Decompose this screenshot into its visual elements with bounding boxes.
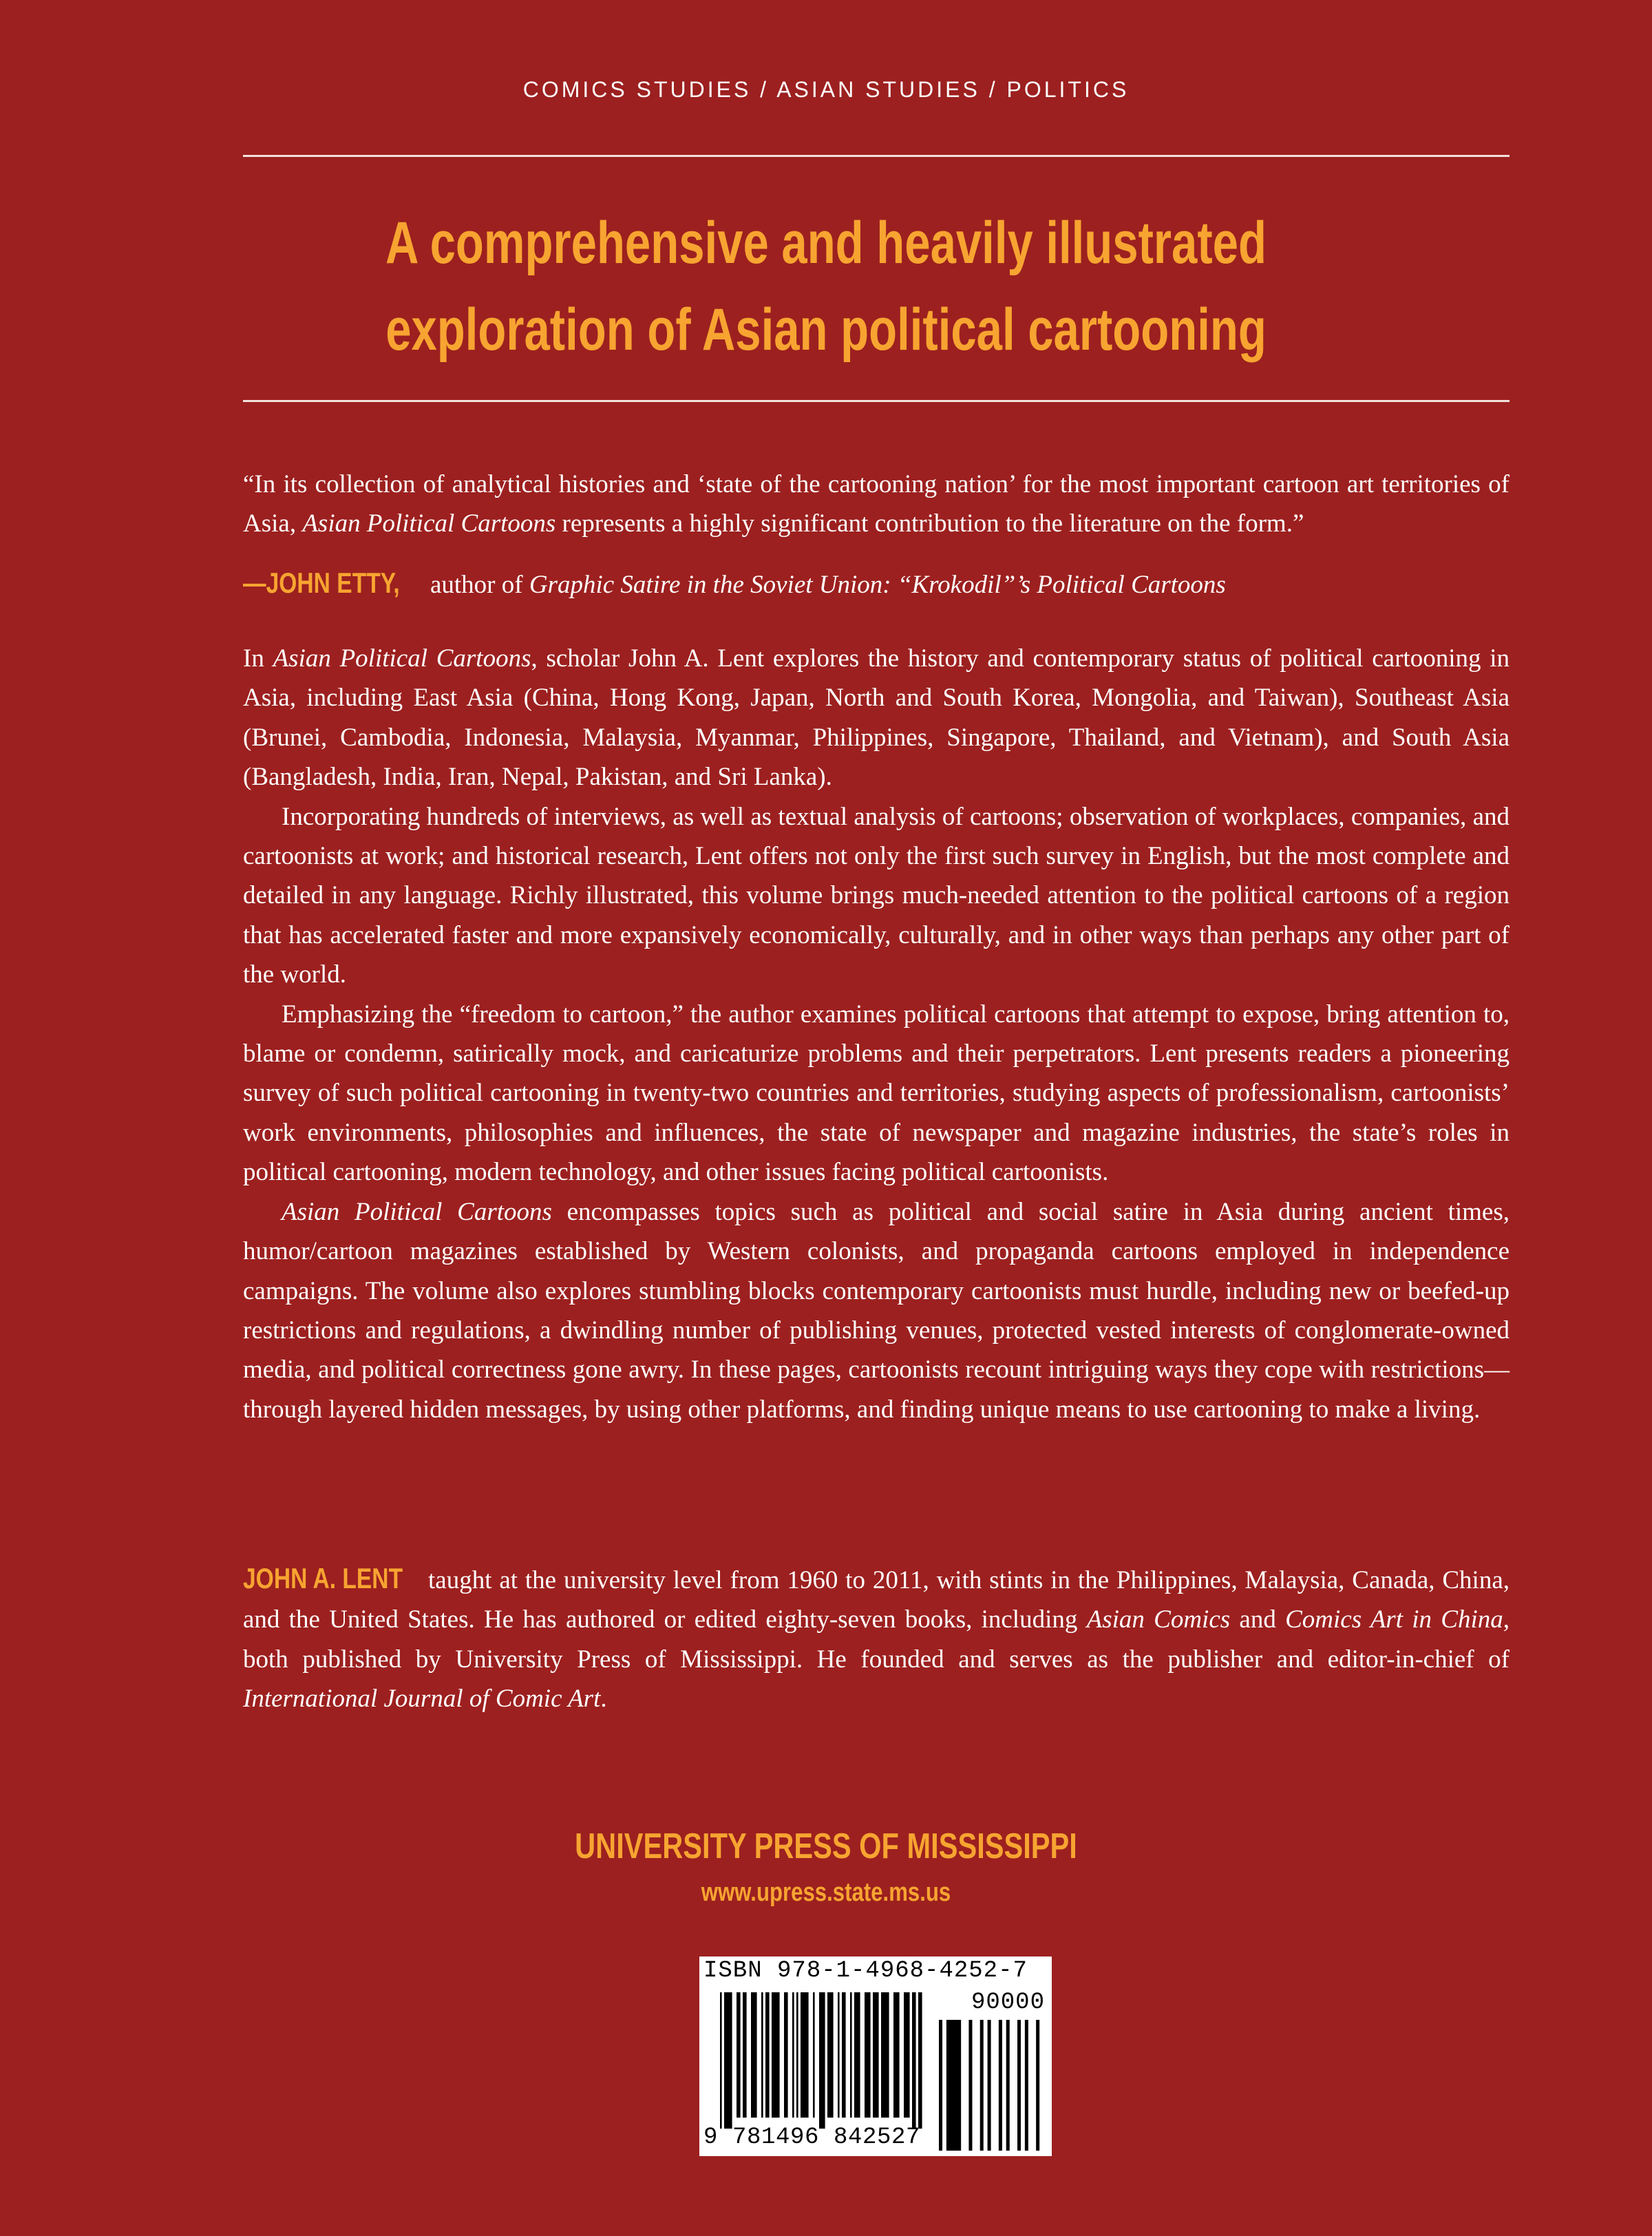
barcode-bar — [743, 1992, 747, 2118]
endorser-name: —JOHN ETTY, — [243, 567, 400, 599]
barcode-bar — [724, 1992, 732, 2129]
barcode-bar — [796, 1992, 798, 2118]
barcode-bar — [850, 1992, 852, 2118]
barcode-bar — [918, 1992, 922, 2129]
description-book-title: Asian Political Cartoons — [273, 644, 531, 673]
author-bio — [243, 1559, 1510, 1719]
description-text: , scholar John A. Lent explores the history and contemporary status of political cartooning in Asia, including East Asia (China, Hong Kong, Japan, North and South Korea, Mongolia, and Taiwan), Southeast Asia (Brunei, Cambodia, Indonesia, Malaysia, Myanmar, Philippines, Singapore, Thailand, and Vietnam), and South Asia (Bangladesh, India, Iran, Nepal, Pakistan, and Sri Lanka). — [243, 644, 1510, 792]
barcode-bar — [819, 1992, 825, 2129]
publisher-name: UNIVERSITY PRESS OF MISSISSIPPI — [575, 1826, 1077, 1866]
bio-journal-title: International Journal of Comic Art — [243, 1685, 601, 1713]
description-text: encompasses topics such as political and social satire in Asia during ancient times, humor/cartoon magazines established by Western colonists, and propaganda cartoons employed in independence campaigns. The volume also explores stumbling blocks contemporary cartoonists must hurdle, including new or beefed-up restrictions and regulations, a dwindling number of publishing venues, protected vested interests of conglomerate-owned media, and political correctness gone awry. In these pages, cartoonists recount intriguing ways they cope with restrictions—through layered hidden messages, by using other platforms, and finding unique means to use cartooning to make a living. — [243, 1197, 1510, 1424]
isbn-barcode — [699, 1956, 1052, 2156]
bio-text: . — [600, 1685, 607, 1713]
endorser-work-title: Graphic Satire in the Soviet Union: “Krokodil”’s Political Cartoons — [529, 571, 1226, 599]
barcode-bar — [784, 1992, 788, 2118]
barcode-bar — [1036, 2020, 1039, 2151]
barcode-bar — [761, 1992, 763, 2118]
isbn-label: ISBN 978-1-4968-4252-7 — [703, 1958, 1028, 1984]
barcode-bar — [827, 1992, 834, 2118]
barcode-bar — [772, 1992, 780, 2118]
price-addon-code: 90000 — [971, 1990, 1045, 2016]
bio-book-title: Comics Art in China — [1285, 1605, 1503, 1634]
bio-text: taught at the university level from 1960 to 2011, with stints in the Philippines, Malaysia, Canada, China, and the United States. He has authored or edited eighty-seven books, including — [243, 1566, 1510, 1634]
barcode-bar — [968, 2020, 972, 2151]
bio-text: , both published by University Press of Mississippi. He founded and serves as the publisher and editor-in-chief of — [243, 1605, 1510, 1674]
quote-book-title: Asian Political Cartoons — [302, 509, 556, 538]
barcode-bar — [999, 2020, 1002, 2151]
bio-book-title: Asian Comics — [1086, 1605, 1231, 1634]
barcode-bar — [1025, 2020, 1028, 2151]
barcode-bar — [720, 1992, 722, 2129]
description-paragraph-2: Incorporating hundreds of interviews, as well as textual analysis of cartoons; observation of workplaces, companies, and cartoonists at work; and historical research, Lent offers not only the first such survey in English, but the most complete and detailed in any language. Richly illustrated, this volume brings much-needed attention to the political cartoons of a region that has accelerated faster and more expansively economically, culturally, and in other ways than perhaps any other part of the world. — [243, 802, 1510, 989]
barcode-bar — [881, 1992, 889, 2118]
endorser-role: author of — [423, 571, 529, 599]
top-divider — [243, 155, 1510, 157]
barcode-bar — [865, 1992, 871, 2118]
barcode-bar — [939, 2020, 942, 2151]
description-text: In — [243, 644, 273, 673]
barcode-bar — [842, 1992, 846, 2118]
quote-text-end: represents a highly significant contribution to the literature on the form.” — [555, 509, 1304, 538]
endorsement-attribution — [243, 563, 1551, 604]
barcode-bar — [813, 1992, 815, 2118]
endorsement-quote — [243, 465, 1510, 543]
barcode-bar — [946, 2020, 961, 2151]
description-paragraph-4 — [243, 1192, 1510, 1429]
barcode-bar — [873, 1992, 879, 2118]
barcode-bar — [854, 1992, 860, 2118]
subject-categories: COMICS STUDIES / ASIAN STUDIES / POLITICS — [522, 77, 1130, 102]
book-description — [243, 639, 1510, 1429]
headline-line-2: exploration of Asian political cartooning — [385, 297, 1267, 363]
headline — [182, 200, 1470, 373]
barcode-bar — [980, 2020, 984, 2151]
description-paragraph-1 — [243, 639, 1510, 797]
description-book-title: Asian Political Cartoons — [282, 1197, 552, 1226]
author-name: JOHN A. LENT — [243, 1562, 403, 1594]
barcode-bar — [1017, 2020, 1021, 2151]
barcode-bar — [765, 1992, 770, 2118]
bio-text: and — [1230, 1605, 1286, 1634]
barcode-bar — [792, 1992, 794, 2118]
barcode-digits: 9 781496 842527 — [703, 2124, 921, 2151]
description-paragraph-3: Emphasizing the “freedom to cartoon,” the author examines political cartoons that attempt to expose, bring attention to, blame or condemn, satirically mock, and caricaturize problems and their perpetrators. Lent presents readers a pioneering survey of such political cartooning in twenty-two countries and territories, studying aspects of professionalism, cartoonists’ work environments, philosophies and influences, the state of newspaper and magazine industries, the state’s roles in political cartooning, modern technology, and other issues facing political cartoonists. — [243, 1000, 1510, 1187]
quote-text-start: “In its collection of analytical histories and ‘state of the cartooning nation’ for the most important cartoon art territories of Asia, — [243, 470, 1510, 538]
barcode-bar — [893, 1992, 900, 2118]
headline-line-1: A comprehensive and heavily illustrated — [385, 210, 1267, 276]
barcode-bar — [838, 1992, 840, 2118]
barcode-bar — [912, 1992, 916, 2129]
barcode-bar — [737, 1992, 741, 2118]
publisher-website[interactable]: www.upress.state.ms.us — [701, 1878, 951, 1907]
barcode-bar — [988, 2020, 991, 2151]
barcode-bar — [801, 1992, 809, 2118]
barcode-bar — [1006, 2020, 1010, 2151]
barcode-bar — [751, 1992, 757, 2118]
barcode-bar — [904, 1992, 910, 2118]
headline-divider — [243, 400, 1510, 402]
